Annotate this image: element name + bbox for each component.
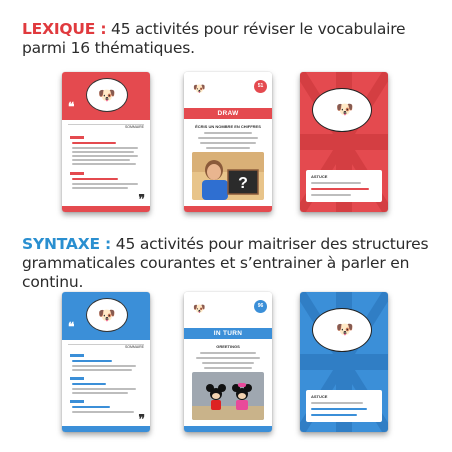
dog-mascot-icon: 🐶: [193, 84, 206, 95]
syntaxe-keyword: SYNTAXE :: [22, 235, 112, 253]
text-line: [72, 163, 136, 165]
section-marker: [70, 136, 84, 139]
answer-box: [306, 170, 382, 202]
lexique-keyword: LEXIQUE :: [22, 20, 107, 38]
text-line: [72, 142, 116, 144]
syntaxe-activity-card: [184, 292, 272, 432]
lexique-description: 45 activités pour réviser le vocabulaire parmi 16 thématiques.: [22, 20, 406, 57]
syntaxe-answer-card: [300, 292, 388, 432]
close-quote-icon: ❞: [138, 412, 145, 426]
answer-title: ASTUCE: [311, 394, 328, 399]
answer-box: [306, 390, 382, 422]
syntaxe-summary-card: [62, 292, 150, 432]
activity-subtitle: GREETINGS: [216, 344, 240, 349]
syntaxe-heading: [22, 235, 452, 292]
boy-chalkboard-photo: [192, 152, 264, 200]
open-quote-icon: ❝: [68, 100, 75, 114]
text-line: [72, 183, 138, 185]
text-line: [72, 187, 128, 189]
dog-mascot-icon: 🐶: [98, 307, 116, 323]
text-line: [72, 178, 118, 180]
section-marker: [70, 377, 84, 380]
card-footer-band: [62, 206, 150, 212]
open-quote-icon: ❝: [68, 320, 75, 334]
section-marker: [70, 354, 84, 357]
activity-number: 96: [254, 300, 267, 313]
close-quote-icon: ❞: [138, 192, 145, 206]
text-line: [72, 155, 138, 157]
mickey-minnie-photo: [192, 372, 264, 420]
dog-mascot-icon: 🐶: [336, 101, 354, 117]
lexique-activity-card: [184, 72, 272, 212]
dog-mascot-icon: 🐶: [98, 87, 116, 103]
mascot-speech-burst: [86, 298, 128, 332]
summary-header: SOMMAIRE: [68, 344, 144, 349]
syntaxe-description: 45 activités pour maitriser des structures grammaticales courantes et s’entrainer à parler en continu.: [22, 235, 429, 291]
chalkboard-question-mark: ?: [238, 175, 248, 192]
text-line: [200, 142, 256, 144]
lexique-heading: [22, 20, 442, 58]
dog-mascot-icon: 🐶: [193, 304, 206, 315]
answer-title: ASTUCE: [311, 174, 328, 179]
activity-title: IN TURN: [184, 328, 272, 339]
lexique-summary-card: [62, 72, 150, 212]
section-marker: [70, 172, 84, 175]
dog-mascot-icon: 🐶: [336, 321, 354, 337]
text-line: [72, 151, 134, 153]
activity-title: DRAW: [184, 108, 272, 119]
text-line: [206, 147, 250, 149]
text-line: [72, 147, 138, 149]
activity-number: 51: [254, 80, 267, 93]
summary-header: SOMMAIRE: [68, 124, 144, 129]
text-line: [198, 137, 258, 139]
lexique-answer-card: [300, 72, 388, 212]
section-marker: [70, 400, 84, 403]
mascot-speech-burst: [86, 78, 128, 112]
activity-subtitle: ÉCRIS UN NOMBRE EN CHIFFRES: [195, 124, 261, 129]
text-line: [72, 159, 130, 161]
text-line: [204, 132, 252, 134]
